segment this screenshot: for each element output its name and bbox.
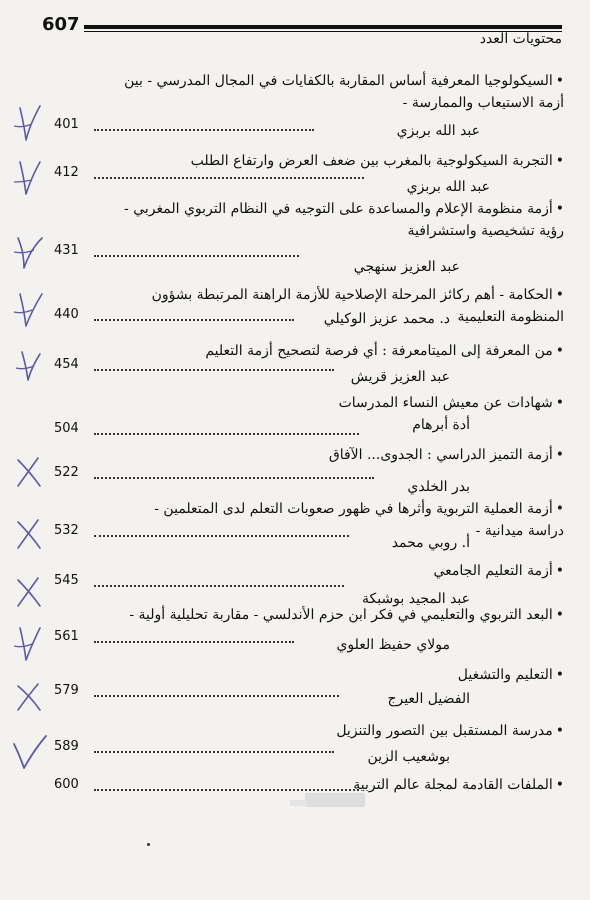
cross-icon	[10, 676, 50, 716]
contents-title: محتويات العدد	[479, 31, 562, 47]
entry-title: •الملفات القادمة لمجلة عالم التربية	[353, 777, 564, 793]
leader-dots	[94, 433, 359, 435]
leader-dots	[94, 129, 314, 131]
entry-page: 454	[54, 357, 79, 372]
print-smudge	[147, 843, 150, 846]
check-icon	[10, 232, 50, 272]
entry-title: •أزمة التميز الدراسي : الجدوى... الآفاق	[328, 447, 564, 463]
check-icon	[10, 158, 50, 198]
entry-page: 600	[54, 777, 79, 792]
leader-dots	[94, 751, 334, 753]
leader-dots	[94, 695, 339, 697]
entry-page: 504	[54, 421, 79, 436]
leader-dots	[94, 535, 349, 537]
entry-author: بدر الخلدي	[407, 479, 470, 495]
check-icon	[10, 290, 50, 330]
leader-dots	[94, 585, 344, 587]
entry-page: 532	[54, 523, 79, 538]
entry-author: أدة أبرهام	[412, 417, 470, 433]
check-icon	[10, 624, 50, 664]
entry-page: 522	[54, 465, 79, 480]
entry-author: د. محمد عزيز الوكيلي	[323, 311, 450, 327]
entry-page: 545	[54, 573, 79, 588]
entry-author: مولاي حفيظ العلوي	[336, 637, 450, 653]
check-icon	[10, 732, 50, 772]
entry-author: الفضيل العيرج	[387, 691, 470, 707]
page-number: 607	[42, 14, 80, 35]
leader-dots	[94, 369, 334, 371]
entry-title: •أزمة منظومة الإعلام والمساعدة على التوجيه في النظام التربوي المغربي - رؤية تشخيصية واستشرافية	[124, 201, 564, 239]
cross-icon	[10, 572, 50, 612]
entry-title: •أزمة العملية التربوية وأثرها في ظهور صعوبات التعلم لدى المتعلمين - دراسة ميدانية -	[154, 501, 564, 539]
leader-dots	[94, 641, 294, 643]
entry-page: 431	[54, 243, 79, 258]
entry-page: 440	[54, 307, 79, 322]
entry-title: •السيكولوجيا المعرفية أساس المقاربة بالكفايات في المجال المدرسي - بين أزمة الاستيعاب والممارسة -	[124, 73, 564, 111]
entry-author: عبد الله بربزي	[396, 123, 480, 139]
cross-icon	[10, 452, 50, 492]
entry-title: •مدرسة المستقبل بين التصور والتنزيل	[336, 723, 564, 739]
print-smudge	[305, 793, 365, 807]
header-rule-thick	[84, 25, 562, 29]
entry-title: •شهادات عن معيش النساء المدرسات	[338, 395, 564, 411]
entry-title: •البعد التربوي والتعليمي في فكر ابن حزم الأندلسي - مقاربة تحليلية أولية -	[129, 607, 564, 623]
entry-title: •أزمة التعليم الجامعي	[433, 563, 564, 579]
leader-dots	[94, 255, 299, 257]
entry-page: 579	[54, 683, 79, 698]
entry-page: 589	[54, 739, 79, 754]
leader-dots	[94, 177, 364, 179]
entry-page: 401	[54, 117, 79, 132]
check-icon	[10, 104, 50, 144]
entry-page: 561	[54, 629, 79, 644]
check-icon	[10, 346, 50, 386]
leader-dots	[94, 477, 374, 479]
cross-icon	[10, 514, 50, 554]
entry-author: بوشعيب الزين	[367, 749, 450, 765]
entry-page: 412	[54, 165, 79, 180]
entry-author: عبد العزيز سنهجي	[353, 259, 460, 275]
entry-author: عبد العزيز قريش	[350, 369, 450, 385]
entry-author: عبد الله بربزي	[406, 179, 490, 195]
entry-title: •التعليم والتشغيل	[457, 667, 564, 683]
entry-title: •الحكامة - أهم ركائز المرحلة الإصلاحية للأزمة الراهنة المرتبطة بشؤون المنظومة التعليمية	[151, 287, 564, 325]
entry-author: أ. روبي محمد	[391, 535, 470, 551]
leader-dots	[94, 319, 294, 321]
entry-title: •التجربة السيكولوجية بالمغرب بين ضعف العرض وارتفاع الطلب	[190, 153, 564, 169]
print-smudge	[290, 800, 308, 806]
entry-author: عبد المجيد بوشبكة	[361, 591, 470, 607]
entry-title: •من المعرفة إلى الميتامعرفة : أي فرصة لتصحيح أزمة التعليم	[205, 343, 564, 359]
